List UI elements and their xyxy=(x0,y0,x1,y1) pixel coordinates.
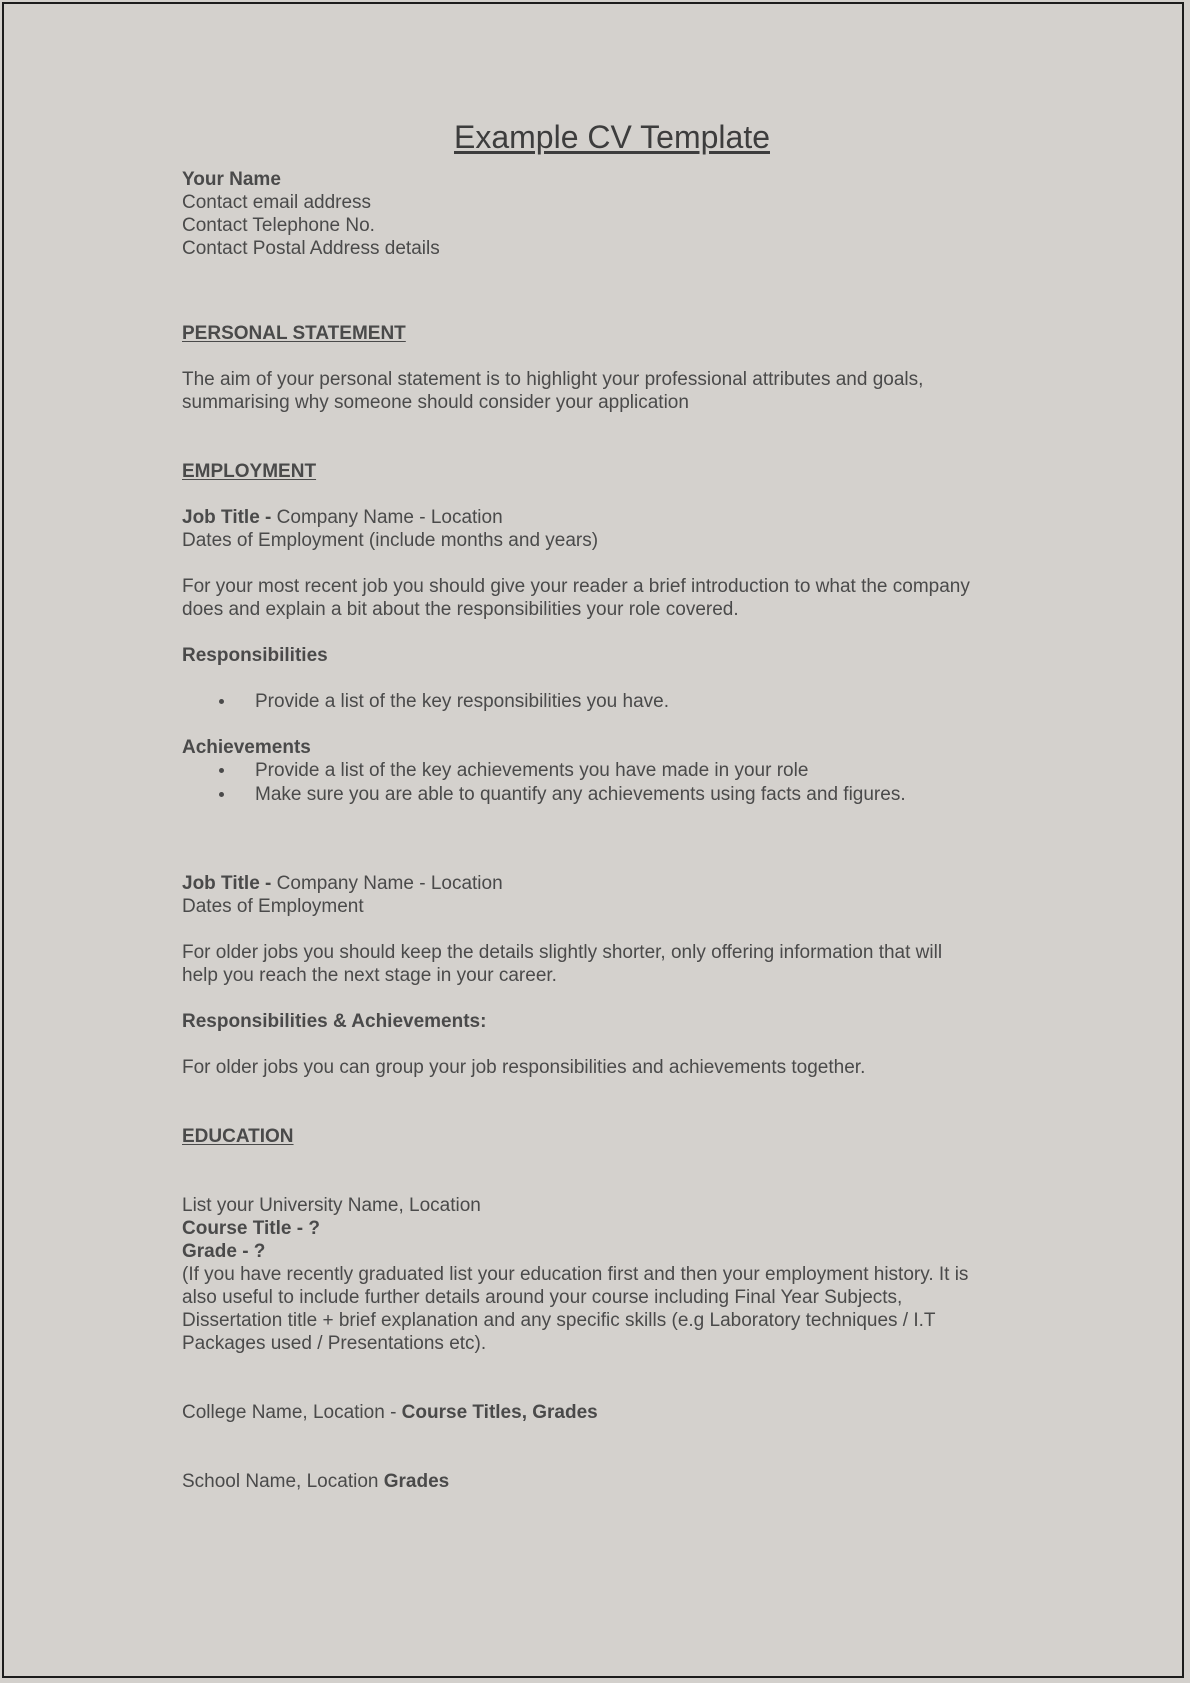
education-note-line: also useful to include further details around your course including Final Year Subjects, xyxy=(182,1287,903,1308)
course-title: Course Title - ? xyxy=(182,1218,320,1239)
personal-statement-line: The aim of your personal statement is to highlight your professional attributes and goals, xyxy=(182,369,924,390)
job1-achievements-heading: Achievements xyxy=(182,737,311,758)
education-note-line: Packages used / Presentations etc). xyxy=(182,1333,487,1354)
job2-intro-line: For older jobs you should keep the details slightly shorter, only offering information that will xyxy=(182,942,943,963)
contact-telephone: Contact Telephone No. xyxy=(182,215,375,236)
job1-dates: Dates of Employment (include months and years) xyxy=(182,530,599,551)
education-university-block xyxy=(182,1194,1042,1355)
list-item: Provide a list of the key achievements you have made in your role xyxy=(182,759,1042,783)
job2-intro xyxy=(182,941,1042,987)
job1-intro-line: For your most recent job you should give your reader a brief introduction to what the company xyxy=(182,576,970,597)
education-note-line: Dissertation title + brief explanation and any specific skills (e.g Laboratory techniques / I.T xyxy=(182,1310,936,1331)
cv-page xyxy=(2,2,1184,1678)
job1-responsibilities-heading: Responsibilities xyxy=(182,645,328,666)
personal-statement-line: summarising why someone should consider your application xyxy=(182,392,689,413)
job1-company: Company Name - Location xyxy=(271,507,503,528)
job2-ra-heading: Responsibilities & Achievements: xyxy=(182,1011,487,1032)
job1-achievements-list xyxy=(182,759,1042,807)
school-grades: Grades xyxy=(383,1471,450,1492)
job2-intro-line: help you reach the next stage in your career. xyxy=(182,965,557,986)
job2-title-label: Job Title - xyxy=(182,873,272,894)
university-name: List your University Name, Location xyxy=(182,1195,481,1216)
job1-title-label: Job Title - xyxy=(182,507,272,528)
page-title: Example CV Template xyxy=(454,119,770,155)
job1-intro-line: does and explain a bit about the responsibilities your role covered. xyxy=(182,599,739,620)
job2-header xyxy=(182,872,1042,918)
job2-ra-text: For older jobs you can group your job responsibilities and achievements together. xyxy=(182,1057,866,1078)
contact-address: Contact Postal Address details xyxy=(182,238,440,259)
personal-statement-text xyxy=(182,368,1042,414)
contact-block xyxy=(182,168,1042,260)
personal-statement-heading: PERSONAL STATEMENT xyxy=(182,323,406,344)
college-line xyxy=(182,1401,1042,1424)
bullet-icon xyxy=(219,792,224,797)
bullet-icon xyxy=(219,768,224,773)
bullet-icon xyxy=(219,699,224,704)
contact-name: Your Name xyxy=(182,169,281,190)
job1-intro xyxy=(182,575,1042,621)
job2-dates: Dates of Employment xyxy=(182,896,364,917)
list-item: Make sure you are able to quantify any achievements using facts and figures. xyxy=(182,783,1042,807)
job1-header xyxy=(182,506,1042,552)
education-heading: EDUCATION xyxy=(182,1126,294,1147)
school-line xyxy=(182,1470,1042,1493)
employment-heading: EMPLOYMENT xyxy=(182,461,317,482)
school-name: School Name, Location xyxy=(182,1471,384,1492)
job1-responsibilities-list xyxy=(182,690,1042,714)
job2-company: Company Name - Location xyxy=(271,873,503,894)
college-course: Course Titles, Grades xyxy=(401,1402,598,1423)
list-item: Provide a list of the key responsibilities you have. xyxy=(182,690,1042,714)
grade: Grade - ? xyxy=(182,1241,266,1262)
contact-email: Contact email address xyxy=(182,192,372,213)
education-note-line: (If you have recently graduated list your education first and then your employment history. It is xyxy=(182,1264,969,1285)
college-name: College Name, Location - xyxy=(182,1402,402,1423)
